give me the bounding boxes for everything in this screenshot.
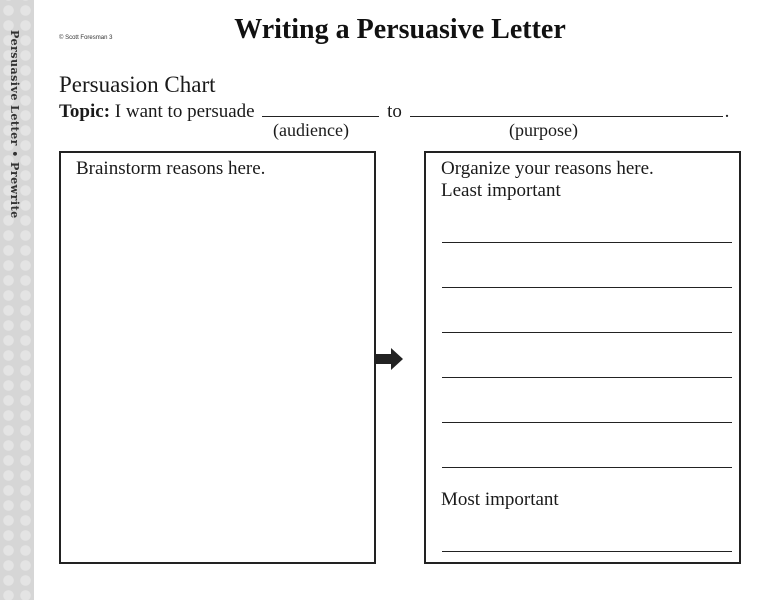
reason-line[interactable] xyxy=(442,422,732,423)
side-strip xyxy=(0,0,34,600)
reason-line[interactable] xyxy=(442,551,732,552)
copyright-text: © Scott Foresman 3 xyxy=(59,35,113,41)
purpose-blank[interactable] xyxy=(410,99,723,117)
right-arrow-icon xyxy=(375,347,405,371)
topic-period: . xyxy=(724,101,730,122)
chart-title: Persuasion Chart xyxy=(59,72,216,97)
purpose-hint: (purpose) xyxy=(509,120,578,140)
reason-line[interactable] xyxy=(442,332,732,333)
reason-line[interactable] xyxy=(442,242,732,243)
topic-text: I want to persuade xyxy=(114,101,255,122)
reason-line[interactable] xyxy=(442,377,732,378)
audience-blank[interactable] xyxy=(262,99,379,117)
topic-line xyxy=(59,99,729,123)
brainstorm-box[interactable] xyxy=(59,151,376,564)
organize-prompt: Organize your reasons here. xyxy=(441,158,654,179)
most-important-label: Most important xyxy=(441,489,559,510)
page-title: Writing a Persuasive Letter xyxy=(234,14,566,45)
side-label: Persuasive Letter • Prewrite xyxy=(8,30,21,219)
reason-line[interactable] xyxy=(442,287,732,288)
brainstorm-prompt: Brainstorm reasons here. xyxy=(76,158,266,179)
topic-label: Topic: xyxy=(59,101,111,122)
audience-hint: (audience) xyxy=(273,120,349,140)
reason-line[interactable] xyxy=(442,467,732,468)
least-important-label: Least important xyxy=(441,180,561,201)
organize-box xyxy=(424,151,741,564)
topic-connector: to xyxy=(387,101,402,122)
